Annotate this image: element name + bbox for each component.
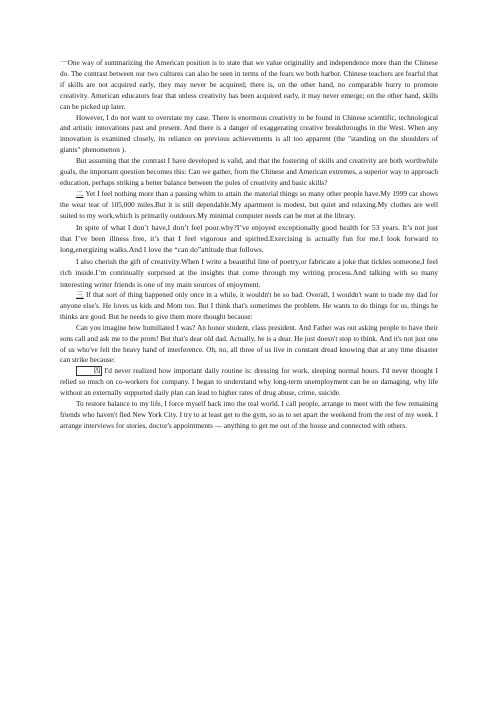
paragraph-text: If that sort of thing happened only once in a while, it wouldn't be so bad. Overall, I wouldn't want to trade my dad for anyone else's. He loves us kids and Mom too. But I think that's sometimes the problem. He wants to do things for us, things he thinks are good. But he needs to give them more thought because:	[60, 290, 439, 321]
paragraph-text: One way of summarizing the American position is to state that we value originality and independence more than the Chinese do. The contrast between our two cultures can also be seen in terms of the fears we both harbor. Chinese teachers are fearful that if skills are not acquired early, they may never be acquired; there is, on the other hand, no comparable hurry to promote creativity. American educators fear that unless creativity has been acquired early, it may never emerge; on the other hand, skills can be picked up later.	[60, 58, 438, 111]
paragraph-7	[60, 290, 438, 323]
section-marker-4: 四	[76, 366, 102, 376]
section-marker-3: 三	[76, 290, 84, 300]
paragraph-4	[60, 189, 438, 222]
section-marker-1: 一	[60, 58, 68, 67]
paragraph-1	[60, 58, 438, 113]
paragraph-6: I also cherish the gift of creativity.When I write a beautiful line of poetry,or fabricate a joke that tickles someone,I feel rich inside.I’m continually surprised at the insights that come through my writing process.And talking with so many interesting writer friends is one of my main sources of enjoyment.	[60, 256, 438, 289]
paragraph-text: Yet I feel nothing more than a passing whim to attain the material things so many other people have.My 1999 car shows the wear tear of 105,000 miles.But it is still dependable.My apartment is modest, but quiet and relaxing.My clothes are well suited to my work,which is primarily outdoors.My minimal computer needs can be met at the library.	[60, 188, 439, 220]
paragraph-3: But assuming that the contrast I have developed is valid, and that the fostering of skills and creativity are both worthwhile goals, the important question becomes this: Can we gather, from the Chinese and American extremes, a superior way to approach education, perhaps striking a better balance between the poles of creativity and basic skills?	[60, 156, 438, 187]
paragraph-5: In spite of what I don’t have,I don’t feel poor.why?I’ve enjoyed exceptionally good health for 53 years. It’s not just that I’ve been illness free, it’s that I feel vigorous and spirited.Exercising is actually fun for me.I look forward to long,energizing walks.And I love the “can do”attitude that follows.	[60, 222, 438, 255]
paragraph-8: Can you imagine how humiliated I was? An honor student, class president. And Father was out asking people to have their sons call and ask me to the prom! But that's dear old dad. Actually, he is a dear. He just doesn't stop to think. And it's not just one of us who've felt the heavy hand of interference. Oh, no, all three of us live in constant dread knowing that at any time disaster can strike because:	[60, 322, 438, 365]
paragraph-9	[60, 366, 438, 399]
paragraph-10: To restore balance to my life, I force myself back into the real world. I call people, arrange to meet with the few remaining friends who haven't fled New York City. I try to at least get to the gym, so as to set apart the weekend from the rest of my week. I arrange interviews for stories, doctor's appointments — anything to get me out of the house and connected with others.	[60, 399, 438, 430]
paragraph-text: I'd never realized how important daily routine is: dressing for work, sleeping normal hours. I'd never thought I relied so much on co-workers for company. I began to understand why long-term unemployment can be so damaging, why life without an externally supported daily plan can lead to higher rates of drug abuse, crime, suicide.	[60, 366, 438, 398]
paragraph-2: However, I do not want to overstate my case. There is enormous creativity to be found in Chinese scientific, technological and artistic innovations past and present. And there is a danger of exaggerating creative breakthroughs in the West. When any innovation is examined closely, its reliance on previous achievements is all too apparent (the "standing on the shoulders of giants" phenomenon ).	[60, 112, 438, 155]
section-marker-2: 二	[76, 188, 84, 198]
document-page	[60, 58, 438, 432]
